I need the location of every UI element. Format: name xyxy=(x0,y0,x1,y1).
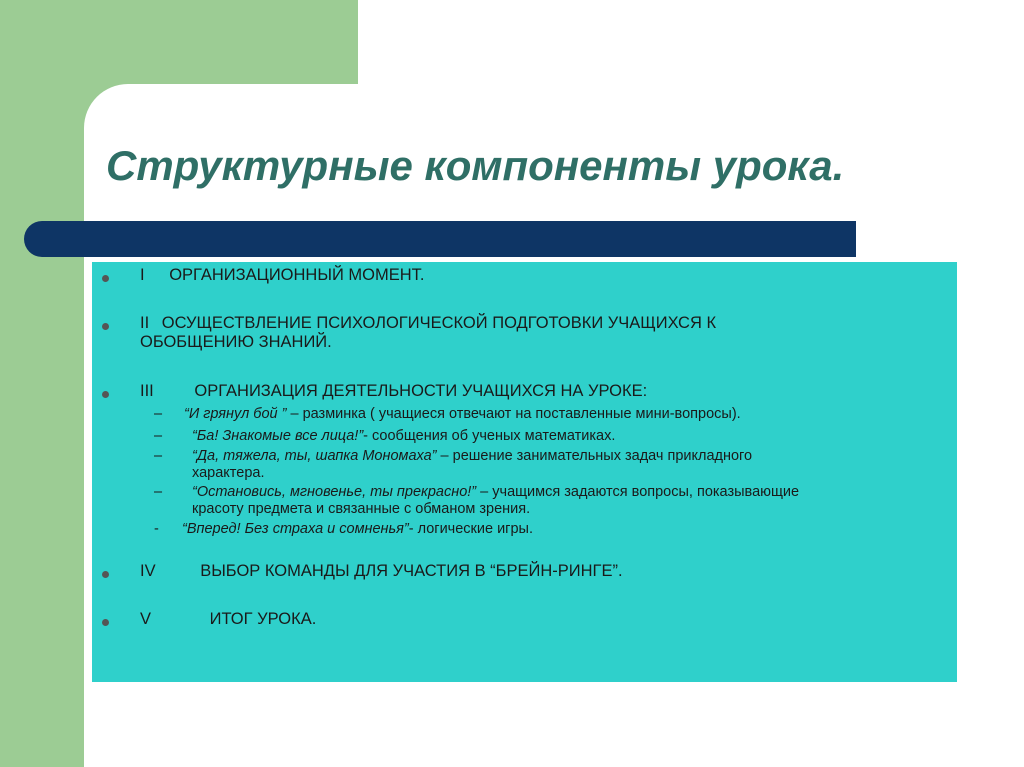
sub-item-1 xyxy=(92,406,942,424)
bullet-icon xyxy=(102,391,109,398)
sub-item-text: – учащимся задаются вопросы, показывающие xyxy=(476,484,800,500)
item-text: ВЫБОР КОМАНДЫ ДЛЯ УЧАСТИЯ В “БРЕЙН-РИНГЕ”. xyxy=(200,562,623,580)
sub-item-quote: “Остановись, мгновенье, ты прекрасно!” xyxy=(192,484,477,500)
sub-item-3 xyxy=(92,448,942,484)
item-number: II xyxy=(140,314,150,332)
bullet-icon xyxy=(102,571,109,578)
dash-marker: – xyxy=(154,484,163,500)
bullet-icon xyxy=(102,275,109,282)
list-item-2 xyxy=(92,314,942,354)
dash-marker: – xyxy=(154,448,163,464)
title-underline-bar xyxy=(24,221,856,257)
sub-item-2 xyxy=(92,428,942,446)
item-text-continued: ОБОБЩЕНИЮ ЗНАНИЙ. xyxy=(140,333,332,351)
list-item-1 xyxy=(92,266,942,286)
item-text: ОРГАНИЗАЦИЯ ДЕЯТЕЛЬНОСТИ УЧАЩИХСЯ НА УРОКЕ: xyxy=(194,382,648,400)
list-item-3 xyxy=(92,382,942,402)
sub-item-text: - сообщения об ученых математиках. xyxy=(363,428,616,444)
item-text: ОСУЩЕСТВЛЕНИЕ ПСИХОЛОГИЧЕСКОЙ ПОДГОТОВКИ УЧАЩИХСЯ К xyxy=(161,314,717,332)
list-item-5 xyxy=(92,610,942,630)
dash-marker: – xyxy=(154,428,163,444)
sub-item-text-continued: характера. xyxy=(192,465,265,481)
item-number: IV xyxy=(140,562,156,580)
bullet-icon xyxy=(102,323,109,330)
sub-item-quote: “Да, тяжела, ты, шапка Мономаха” xyxy=(192,448,437,464)
item-text: ОРГАНИЗАЦИОННЫЙ МОМЕНТ. xyxy=(169,266,425,284)
sub-item-quote: “Вперед! Без страха и сомненья” xyxy=(182,521,409,537)
item-number: I xyxy=(140,266,145,284)
list-item-4 xyxy=(92,562,942,582)
sub-item-text: – решение занимательных задач прикладного xyxy=(436,448,753,464)
sub-item-4 xyxy=(92,484,942,520)
sub-item-quote: “Ба! Знакомые все лица!” xyxy=(192,428,364,444)
bullet-icon xyxy=(102,619,109,626)
sub-item-text: - логические игры. xyxy=(408,521,533,537)
item-number: III xyxy=(140,382,154,400)
item-number: V xyxy=(140,610,152,628)
content-box xyxy=(92,262,957,682)
dash-marker: - xyxy=(154,521,159,537)
sub-item-text-continued: красоту предмета и связанные с обманом зрения. xyxy=(192,501,531,517)
dash-marker: – xyxy=(154,406,163,422)
sub-item-quote: “И грянул бой ” xyxy=(184,406,287,422)
sub-item-text: – разминка ( учащиеся отвечают на поставленные мини-вопросы). xyxy=(286,406,741,422)
item-text: ИТОГ УРОКА. xyxy=(209,610,317,628)
slide-title: Структурные компоненты урока. xyxy=(106,142,845,189)
sub-item-5 xyxy=(92,521,942,539)
